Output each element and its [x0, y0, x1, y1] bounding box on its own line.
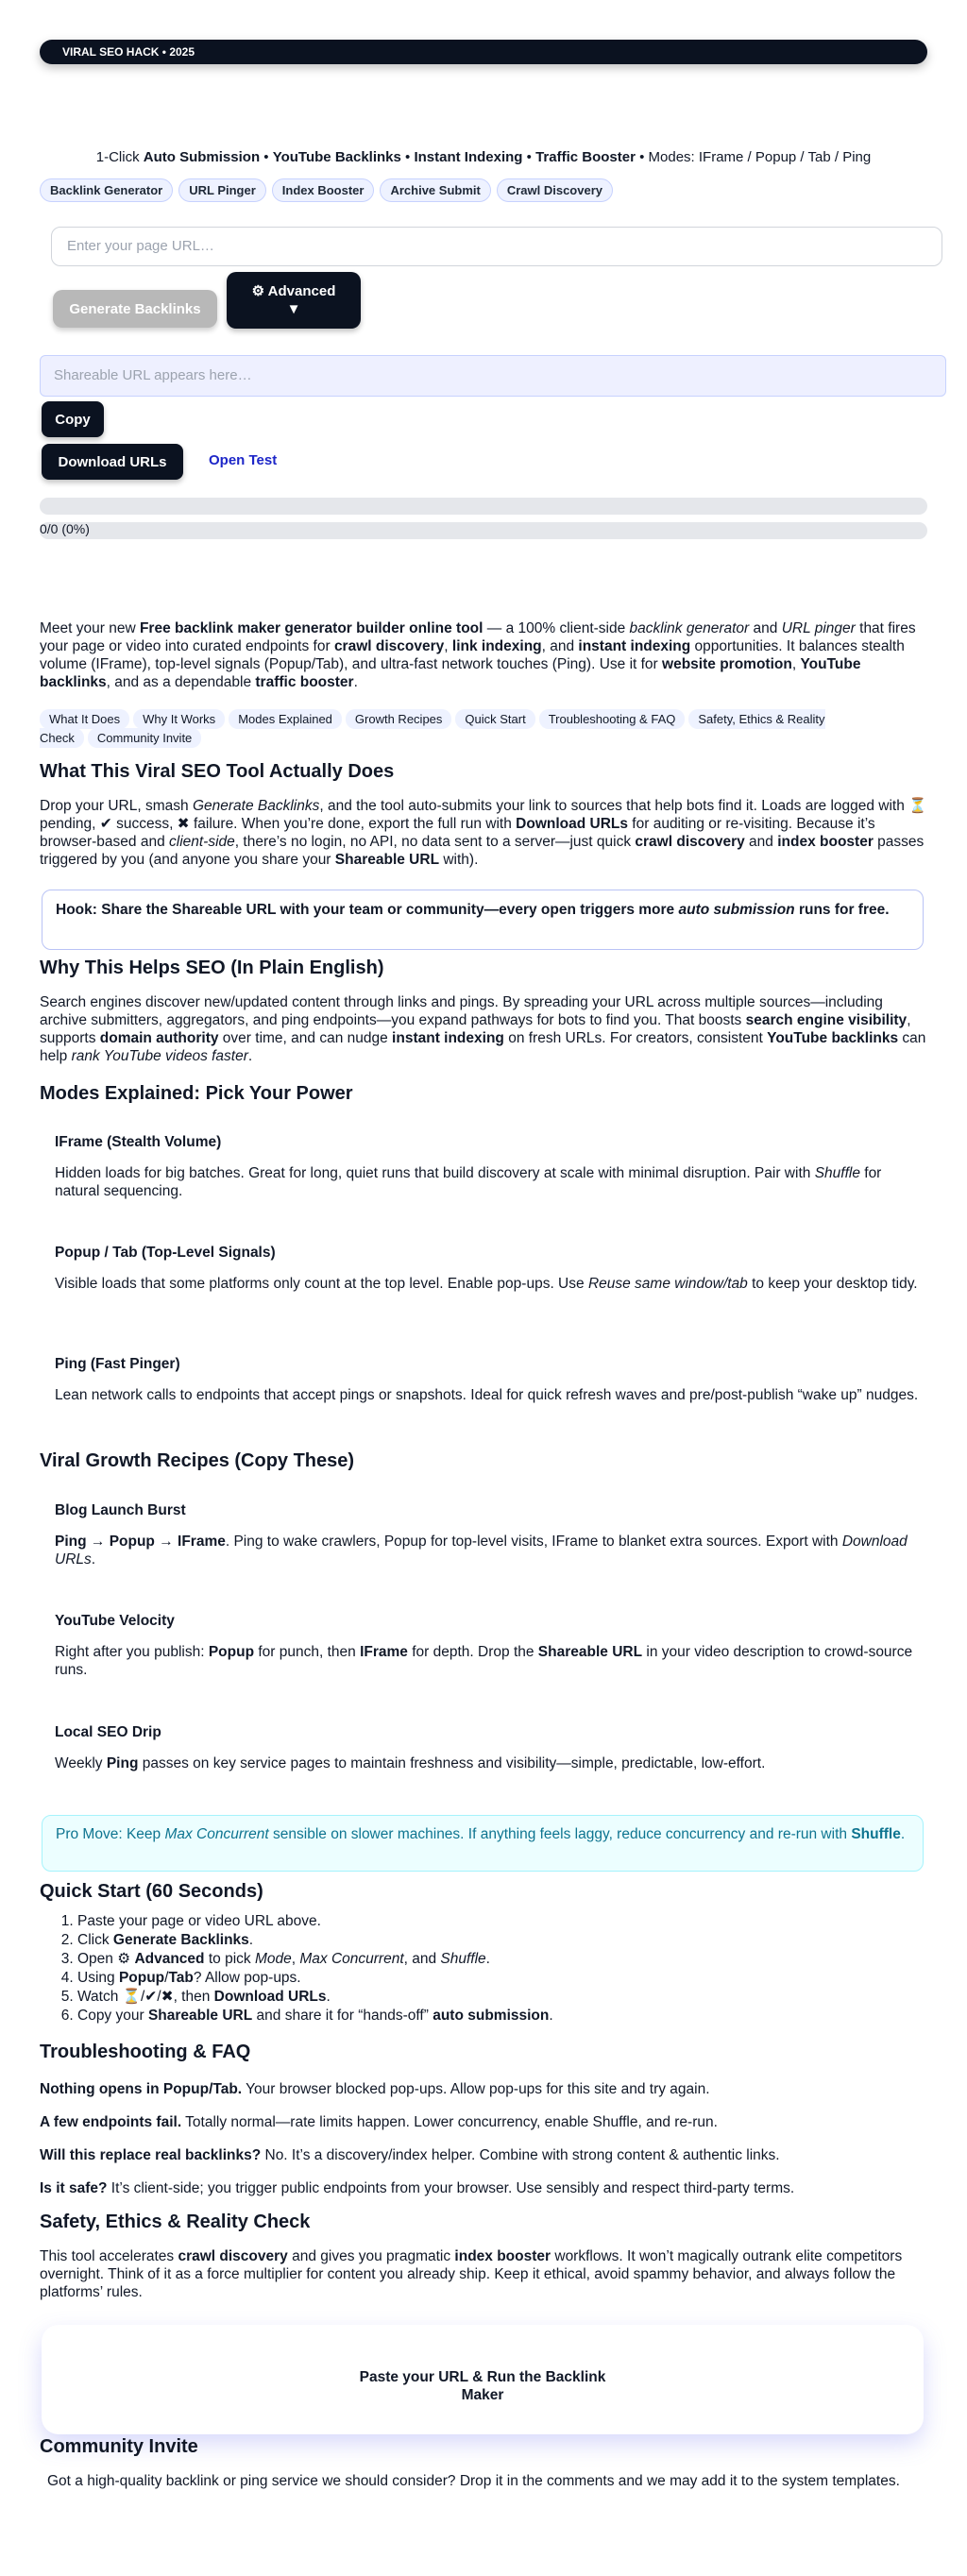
download-urls-button[interactable]: Download URLs — [42, 444, 183, 480]
mode-card-iframe — [55, 1134, 924, 1200]
section-modes — [40, 1083, 932, 1105]
recipe-youtube-text: Right after you publish: Popup for punch, then IFrame for depth. Drop the Shareable URL in your video description to crowd-source runs. — [55, 1644, 913, 1678]
pro-tip-callout: Pro Move: Keep Max Concurrent sensible on slower machines. If anything feels laggy, reduce concurrency and re-run with Shuffle. — [42, 1815, 924, 1872]
section-why-text: Search engines discover new/updated content through links and pings. By spreading your URL across multiple sources—including archive submitters, aggregators, and ping endpoints—you expand pathways for bots to find you. That boosts search engine visibility, supports domain authority over time, and can nudge instant indexing on fresh URLs. For creators, consistent YouTube backlinks can help rank YouTube videos faster. — [40, 994, 926, 1064]
feature-traffic-booster: Traffic Booster — [535, 149, 636, 165]
feature-prefix: 1-Click — [95, 149, 140, 165]
feature-auto-submission: Auto Submission — [143, 149, 261, 165]
tool-tabs — [40, 178, 613, 202]
faq-item: Will this replace real backlinks? No. It’s a discovery/index helper. Combine with strong content & authentic links. — [40, 2147, 780, 2163]
mode-popup-text: Visible loads that some platforms only count at the top level. Enable pop-ups. Use Reuse same window/tab to keep your desktop tidy. — [55, 1276, 918, 1292]
feature-line: 1-Click Auto Submission • YouTube Backlinks • Instant Indexing • Traffic Booster • Modes: IFrame / Popup / Tab / Ping — [95, 149, 872, 165]
progress-bar-secondary — [40, 522, 927, 539]
recipe-youtube-title: YouTube Velocity — [55, 1613, 175, 1629]
mode-popup-title: Popup / Tab (Top-Level Signals) — [55, 1245, 276, 1261]
shareable-url-placeholder: Shareable URL appears here… — [54, 367, 252, 383]
faq-item: Is it safe? It’s client-side; you trigger public endpoints from your browser. Use sensibly and respect third-party terms. — [40, 2180, 795, 2196]
toc-troubleshooting[interactable]: Troubleshooting & FAQ — [539, 709, 686, 729]
mode-ping-text: Lean network calls to endpoints that accept pings or snapshots. Ideal for quick refresh waves and pre/post-publish “wake up” nudges. — [55, 1387, 919, 1403]
advanced-button[interactable] — [227, 272, 361, 329]
tab-archive-submit[interactable]: Archive Submit — [380, 178, 490, 202]
url-input[interactable] — [51, 227, 942, 266]
section-community — [40, 2436, 932, 2490]
hook-callout: Hook: Share the Shareable URL with your team or community—every open triggers more auto submission runs for free. — [42, 890, 924, 950]
list-item: 2. Click Generate Backlinks. — [77, 1931, 932, 1950]
section-community-title: Community Invite — [40, 2436, 198, 2457]
advanced-label: ⚙ Advanced — [251, 283, 336, 299]
section-quick-start — [40, 1881, 932, 2025]
section-why-title: Why This Helps SEO (In Plain English) — [40, 958, 384, 978]
table-of-contents — [40, 710, 927, 748]
mode-card-ping — [55, 1356, 924, 1404]
shareable-url-field[interactable] — [40, 355, 946, 397]
toc-why-it-works[interactable]: Why It Works — [133, 709, 225, 729]
recipe-blog-text: Ping → Popup → IFrame. Ping to wake crawlers, Popup for top-level visits, IFrame to blanket extra sources. Export with Download URLs. — [55, 1534, 908, 1568]
section-safety-text: This tool accelerates crawl discovery and gives you pragmatic index booster workflows. It won’t magically outrank elite competitors overnight. Think of it as a force multiplier for content you already ship. Keep it ethical, avoid spammy behavior, and always follow the platforms’ rules. — [40, 2248, 903, 2300]
progress-bar — [40, 498, 927, 515]
recipe-local-title: Local SEO Drip — [55, 1724, 161, 1740]
section-what-title: What This Viral SEO Tool Actually Does — [40, 761, 395, 782]
cta-text: Paste your URL & Run the Backlink Maker — [359, 2369, 606, 2403]
toc-quick-start[interactable]: Quick Start — [455, 709, 534, 729]
list-item: 3. Open ⚙ Advanced to pick Mode, Max Concurrent, and Shuffle. — [77, 1950, 932, 1969]
section-recipes — [40, 1450, 932, 1472]
list-item: 6. Copy your Shareable URL and share it for “hands-off” auto submission. — [77, 2007, 932, 2025]
copy-button[interactable]: Copy — [42, 401, 104, 437]
list-item: 4. Using Popup/Tab? Allow pop-ups. — [77, 1969, 932, 1988]
hourglass-icon: ⏳ — [122, 1989, 141, 2005]
toc-modes-explained[interactable]: Modes Explained — [229, 709, 342, 729]
recipe-blog-title: Blog Launch Burst — [55, 1502, 186, 1518]
header-title: VIRAL SEO HACK • 2025 — [62, 45, 195, 59]
recipe-local-text: Weekly Ping passes on key service pages to maintain freshness and visibility—simple, predictable, low-effort. — [55, 1755, 766, 1771]
cta-card[interactable] — [42, 2325, 924, 2434]
mode-iframe-text: Hidden loads for big batches. Great for long, quiet runs that build discovery at scale with minimal disruption. Pair with Shuffle for natural sequencing. — [55, 1165, 882, 1199]
faq-item: Nothing opens in Popup/Tab. Your browser blocked pop-ups. Allow pop-ups for this site and try again. — [40, 2081, 710, 2097]
feature-youtube-backlinks: YouTube Backlinks — [272, 149, 401, 165]
chevron-down-icon: ▼ — [286, 301, 301, 317]
section-modes-title: Modes Explained: Pick Your Power — [40, 1083, 353, 1104]
hourglass-icon: ⏳ — [908, 798, 927, 814]
list-item: 1. Paste your page or video URL above. — [77, 1912, 932, 1931]
url-input-placeholder: Enter your page URL… — [67, 238, 214, 254]
recipe-card-local — [55, 1724, 924, 1772]
mode-iframe-title: IFrame (Stealth Volume) — [55, 1134, 222, 1150]
tab-url-pinger[interactable]: URL Pinger — [178, 178, 266, 202]
section-quick-start-title: Quick Start (60 Seconds) — [40, 1881, 263, 1902]
section-safety-title: Safety, Ethics & Reality Check — [40, 2212, 311, 2232]
section-recipes-title: Viral Growth Recipes (Copy These) — [40, 1450, 355, 1471]
feature-instant-indexing: Instant Indexing — [414, 149, 523, 165]
faq-item: A few endpoints fail. Totally normal—rate limits happen. Lower concurrency, enable Shuffle, and re-run. — [40, 2114, 718, 2130]
intro-paragraph: Meet your new Free backlink maker generator builder online tool — a 100% client-side backlink generator and URL pinger that fires your page or video into curated endpoints for crawl discovery, link indexing, and instant indexing opportunities. It balances stealth volume (IFrame), top-level signals (Popup/Tab), and ultra-fast network touches (Ping). Use it for website promotion, YouTube backlinks, and as a dependable traffic booster. — [40, 620, 916, 690]
mode-card-popup — [55, 1245, 924, 1293]
section-faq — [40, 2042, 932, 2197]
section-what — [40, 761, 932, 869]
tab-index-booster[interactable]: Index Booster — [272, 178, 375, 202]
section-safety — [40, 2212, 932, 2301]
open-test-link[interactable]: Open Test — [209, 452, 278, 468]
section-faq-title: Troubleshooting & FAQ — [40, 2042, 251, 2062]
header-bar — [40, 40, 927, 64]
toc-growth-recipes[interactable]: Growth Recipes — [346, 709, 451, 729]
list-item: 5. Watch ⏳/✔/✖, then Download URLs. — [77, 1988, 932, 2007]
recipe-card-youtube — [55, 1613, 924, 1679]
progress-text: 0/0 (0%) — [40, 521, 90, 536]
generate-backlinks-button[interactable]: Generate Backlinks — [53, 290, 217, 328]
recipe-card-blog — [55, 1502, 924, 1568]
section-community-text: Got a high-quality backlink or ping service we should consider? Drop it in the comments and we may add it to the system templates. — [47, 2473, 900, 2489]
toc-what-it-does[interactable]: What It Does — [40, 709, 129, 729]
toc-safety[interactable]: Safety, Ethics & Reality Check — [40, 709, 825, 748]
tab-crawl-discovery[interactable]: Crawl Discovery — [497, 178, 613, 202]
mode-ping-title: Ping (Fast Pinger) — [55, 1356, 180, 1372]
quick-start-steps — [40, 1912, 932, 2025]
feature-modes: Modes: IFrame / Popup / Tab / Ping — [648, 149, 872, 165]
section-what-text: Drop your URL, smash Generate Backlinks, and the tool auto-submits your link to sources that help bots find it. Loads are logged with ⏳ pending, ✔ success, ✖ failure. When you’re done, export the full run with Download URLs for auditing or re-visiting. Because it’s browser-based and client-side, there’s no login, no API, no data sent to a server—just quick crawl discovery and index booster passes triggered by you (and anyone you share your Shareable URL with). — [40, 798, 927, 868]
tab-backlink-generator[interactable]: Backlink Generator — [40, 178, 173, 202]
section-why — [40, 958, 932, 1065]
toc-community-invite[interactable]: Community Invite — [88, 728, 201, 748]
